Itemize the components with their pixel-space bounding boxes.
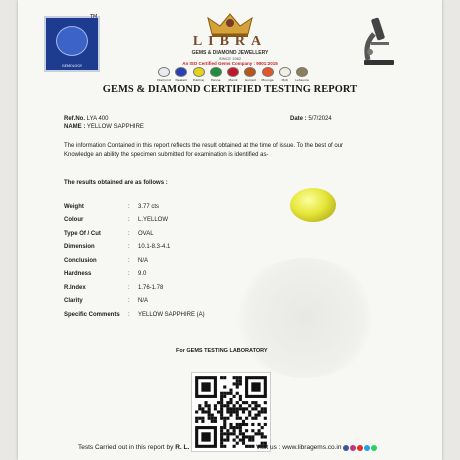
twitter-icon[interactable]: [364, 445, 370, 451]
name-label: NAME :: [64, 124, 86, 130]
spec-colon: :: [128, 271, 130, 278]
gem-dot-icon: [227, 67, 239, 77]
gem-dot-icon: [262, 67, 274, 77]
spec-value: N/A: [138, 257, 149, 264]
spec-colon: :: [128, 257, 130, 264]
spec-label: Hardness: [64, 271, 92, 278]
ref-label: Ref.No.: [64, 116, 85, 122]
spec-value: 1.76-1.78: [138, 284, 164, 291]
gem-dot-icon: [296, 67, 308, 77]
spec-colon: :: [128, 284, 130, 291]
gem-icon-item: [227, 67, 239, 82]
intro-paragraph: The information Contained in this report reflects the result obtained at the time of issue. To the best of our Knowledge an ability the specimen submitted for examination is identified as-: [64, 143, 344, 158]
gem-icon-item: [210, 67, 222, 82]
spec-value: 10.1-8.3-4.1: [138, 244, 171, 251]
gem-icon-item: [279, 67, 291, 82]
gem-label: Moonga: [261, 78, 274, 82]
spec-colon: :: [128, 311, 130, 318]
results-header: The results obtained are as follows :: [64, 180, 168, 186]
gem-icon-item: [193, 67, 205, 82]
gem-dot-icon: [210, 67, 222, 77]
spec-value: N/A: [138, 298, 149, 305]
spec-colon: :: [128, 230, 130, 237]
gem-icon-item: [262, 67, 274, 82]
gem-icon-row: [158, 67, 308, 82]
spec-row: [64, 227, 324, 241]
gem-label: Moti: [281, 78, 288, 82]
gem-label: Manik: [228, 78, 238, 82]
spec-label: Specific Comments: [64, 311, 120, 318]
spec-row: [64, 200, 324, 214]
spec-colon: :: [128, 244, 130, 251]
spec-row: [64, 281, 324, 295]
whatsapp-icon[interactable]: [371, 445, 377, 451]
spec-value: OVAL: [138, 230, 154, 237]
gem-icon-item: [158, 67, 170, 82]
gem-label: Lehsunia: [295, 78, 309, 82]
spec-row: [64, 295, 324, 309]
footer-website-text: Visit us : www.libragems.co.in: [256, 444, 342, 451]
spec-colon: :: [128, 217, 130, 224]
spec-label: Dimension: [64, 244, 95, 251]
lab-signature: For GEMS TESTING LABORATORY: [176, 348, 268, 354]
footer-initials: R. L.: [175, 444, 190, 451]
spec-label: Weight: [64, 203, 84, 210]
gem-label: Panna: [211, 78, 221, 82]
iso-certification: An ISO Certified Gems Company : 9001:2015: [182, 61, 278, 66]
spec-label: R.Index: [64, 284, 86, 291]
gem-dot-icon: [158, 67, 170, 77]
spec-row: [64, 214, 324, 228]
spec-row: [64, 268, 324, 282]
spec-table: [64, 200, 324, 322]
date-label: Date :: [290, 116, 307, 122]
facebook-icon[interactable]: [343, 445, 349, 451]
brand-name: LIBRA: [192, 34, 268, 49]
gem-dot-icon: [193, 67, 205, 77]
trademark-mark: TM: [90, 14, 98, 20]
brand-subtitle: GEMS & DIAMOND JEWELLERY: [191, 50, 269, 56]
gem-label: Neelam: [175, 78, 188, 82]
spec-value: 9.0: [138, 271, 147, 278]
qr-code: [191, 372, 271, 452]
specimen-name: [64, 124, 144, 130]
report-date: [290, 116, 332, 122]
youtube-icon[interactable]: [357, 445, 363, 451]
gem-label: Diamond: [157, 78, 171, 82]
globe-icon: [56, 26, 88, 56]
spec-row: [64, 254, 324, 268]
gem-icon-item: [175, 67, 187, 82]
instagram-icon[interactable]: [350, 445, 356, 451]
spec-row: [64, 308, 324, 322]
spec-label: Conclusion: [64, 257, 97, 264]
gem-label: Pukhraj: [192, 78, 205, 82]
lab-logo-text: GEMOLOGY: [62, 64, 82, 68]
spec-value: L.YELLOW: [138, 217, 169, 224]
name-value: YELLOW SAPPHIRE: [86, 124, 144, 130]
footer-tested-by-text: Tests Carried out in this report by: [78, 444, 174, 451]
brand-since: SINCE 1982: [218, 56, 242, 61]
spec-row: [64, 241, 324, 255]
gem-icon-item: [296, 67, 308, 82]
gem-label: Gomed: [244, 78, 256, 82]
footer-tested-by: [78, 444, 189, 451]
spec-value: 3.77 cts: [138, 203, 160, 210]
certificate-sheet: [18, 0, 442, 460]
gem-icon-item: [244, 67, 256, 82]
footer-website: [256, 444, 377, 451]
spec-label: Type Of / Cut: [64, 230, 101, 237]
spec-label: Colour: [64, 217, 84, 224]
ref-value: LYA 400: [86, 116, 109, 122]
gem-dot-icon: [175, 67, 187, 77]
date-value: 5/7/2024: [308, 116, 332, 122]
spec-colon: :: [128, 298, 130, 305]
spec-colon: :: [128, 203, 130, 210]
spec-label: Clarity: [64, 298, 83, 305]
microscope-icon: [358, 14, 398, 66]
gem-dot-icon: [279, 67, 291, 77]
gem-dot-icon: [244, 67, 256, 77]
ref-no: [64, 116, 108, 122]
lab-logo: [44, 16, 100, 72]
report-title: GEMS & DIAMOND CERTIFIED TESTING REPORT: [102, 84, 358, 95]
spec-value: YELLOW SAPPHIRE (A): [138, 311, 205, 318]
